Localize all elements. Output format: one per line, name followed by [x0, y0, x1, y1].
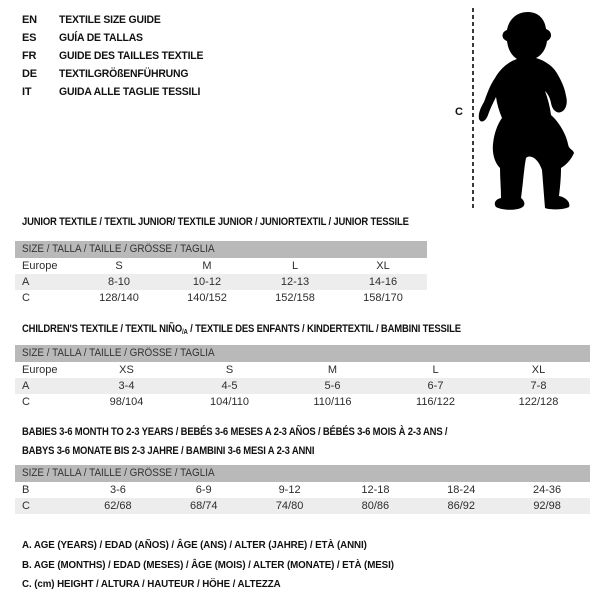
size-cell: 9-12	[278, 484, 301, 496]
size-table-header-text: SIZE / TALLA / TAILLE / GRÖSSE / TAGLIA	[22, 467, 215, 479]
row-label: B	[22, 484, 30, 496]
size-cell: 152/158	[275, 292, 315, 304]
table-row	[15, 362, 590, 378]
language-title-list	[22, 11, 211, 101]
size-cell: 5-6	[324, 380, 341, 392]
language-code: EN	[22, 14, 37, 26]
size-cell: 24-36	[533, 484, 562, 496]
babies-title-line1: BABIES 3-6 MONTH TO 2-3 YEARS / BEBÉS 3-6 MESES A 2-3 AÑOS / BÉBÉS 3-6 MOIS À 2-3 ANS /	[22, 426, 448, 438]
language-title: TEXTILGRÖßENFÜHRUNG	[59, 68, 189, 80]
childrens-size-table	[15, 345, 590, 410]
size-cell: 3-6	[109, 484, 126, 496]
size-cell: S	[115, 260, 123, 272]
size-cell: M	[202, 260, 212, 272]
size-table-header	[15, 345, 590, 362]
size-cell: 140/152	[187, 292, 227, 304]
size-table-header-text: SIZE / TALLA / TAILLE / GRÖSSE / TAGLIA	[22, 347, 215, 359]
size-cell: 14-16	[368, 276, 398, 288]
size-cell: 158/170	[363, 292, 403, 304]
language-title: TEXTILE SIZE GUIDE	[59, 14, 161, 26]
size-cell: 68/74	[189, 500, 218, 512]
size-cell: 86/92	[447, 500, 475, 512]
language-row	[22, 11, 211, 29]
size-cell: 12-18	[361, 484, 390, 496]
size-cell: 110/116	[313, 396, 352, 408]
babies-table-title	[22, 423, 447, 461]
junior-table-title: JUNIOR TEXTILE / TEXTIL JUNIOR/ TEXTILE JUNIOR / JUNIORTEXTIL / JUNIOR TESSILE	[22, 216, 409, 228]
size-cell: S	[225, 364, 234, 376]
size-cell: M	[327, 364, 338, 376]
size-cell: 98/104	[109, 396, 144, 408]
table-row	[15, 378, 590, 394]
size-cell: 12-13	[280, 276, 310, 288]
table-row	[15, 274, 427, 290]
language-row	[22, 29, 211, 47]
size-cell: 3-4	[118, 380, 135, 392]
language-title: GUÍA DE TALLAS	[59, 32, 143, 44]
language-code: IT	[22, 86, 32, 98]
table-row	[15, 258, 427, 274]
size-cell: 122/128	[518, 396, 559, 408]
table-row	[15, 394, 590, 410]
size-cell: L	[291, 260, 299, 272]
size-cell: 92/98	[533, 500, 561, 512]
size-cell: 8-10	[107, 276, 131, 288]
table-row	[15, 290, 427, 306]
size-table-header	[15, 465, 590, 482]
row-label: C	[22, 396, 30, 408]
row-label: Europe	[22, 260, 58, 272]
size-cell: 18-24	[447, 484, 476, 496]
row-label: C	[22, 500, 30, 512]
childrens-title-rest: / TEXTILE DES ENFANTS / KINDERTEXTIL / BAMBINI TESSILE	[187, 323, 461, 335]
childrens-title-subscript: /A	[182, 329, 188, 336]
size-cell: 74/80	[275, 500, 304, 512]
size-table-header-text: SIZE / TALLA / TAILLE / GRÖSSE / TAGLIA	[22, 243, 215, 255]
size-cell: 128/140	[99, 292, 139, 304]
language-row	[22, 65, 211, 83]
note-age-months: B. AGE (MONTHS) / EDAD (MESES) / ÂGE (MOIS) / ALTER (MONATE) / ETÀ (MESI)	[22, 558, 394, 571]
row-label: C	[22, 292, 30, 304]
size-cell: 104/110	[210, 396, 249, 408]
language-code: DE	[22, 68, 37, 80]
size-cell: L	[432, 364, 439, 376]
height-measure-label: C	[455, 106, 463, 118]
childrens-table-title	[22, 320, 461, 342]
toddler-silhouette-icon	[478, 8, 598, 212]
size-cell: XS	[119, 364, 134, 376]
size-cell: 6-7	[427, 380, 444, 392]
height-measure-line	[472, 8, 474, 209]
size-cell: 6-9	[195, 484, 212, 496]
size-cell: 7-8	[530, 380, 547, 392]
note-age-years: A. AGE (YEARS) / EDAD (AÑOS) / ÂGE (ANS) / ALTER (JAHRE) / ETÀ (ANNI)	[22, 539, 367, 551]
language-title: GUIDE DES TAILLES TEXTILE	[59, 50, 204, 62]
junior-size-table	[15, 241, 427, 306]
language-row	[22, 83, 211, 101]
language-title: GUIDA ALLE TAGLIE TESSILI	[59, 86, 201, 98]
row-label: Europe	[22, 364, 58, 376]
language-row	[22, 47, 211, 65]
size-cell: 62/68	[104, 500, 132, 512]
table-row	[15, 498, 590, 514]
childrens-title-main: CHILDREN'S TEXTILE / TEXTIL NIÑO	[22, 323, 183, 335]
note-height-cm: C. (cm) HEIGHT / ALTURA / HAUTEUR / HÖHE / ALTEZZA	[22, 578, 281, 590]
legend-notes	[22, 536, 422, 595]
size-cell: XL	[376, 260, 390, 272]
row-label: A	[22, 276, 30, 288]
table-row	[15, 482, 590, 498]
language-code: ES	[22, 32, 37, 44]
row-label: A	[22, 380, 30, 392]
size-cell: 116/122	[416, 396, 455, 408]
babies-title-line2: BABYS 3-6 MONATE BIS 2-3 JAHRE / BAMBINI 3-6 MESI A 2-3 ANNI	[22, 445, 315, 457]
babies-size-table	[15, 465, 590, 514]
language-code: FR	[22, 50, 37, 62]
size-table-header	[15, 241, 427, 258]
size-cell: 80/86	[361, 500, 390, 512]
size-cell: 10-12	[192, 276, 222, 288]
size-cell: XL	[531, 364, 546, 376]
size-cell: 4-5	[221, 380, 238, 392]
